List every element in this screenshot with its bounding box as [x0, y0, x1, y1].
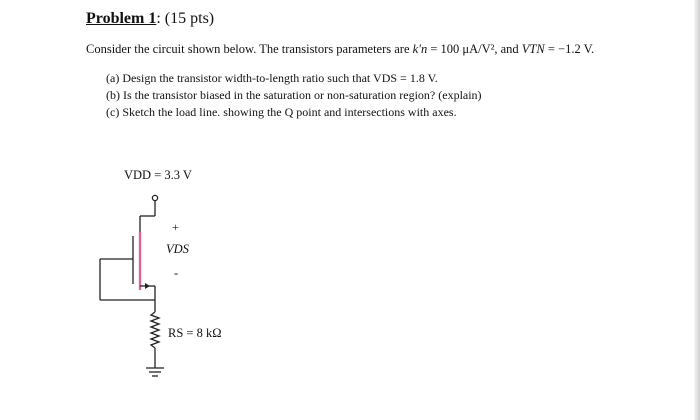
vds-minus-sign: -: [174, 266, 179, 280]
kn-symbol: k′n: [412, 42, 428, 56]
part-a: (a) Design the transistor width-to-length ratio such that VDS = 1.8 V.: [106, 71, 438, 85]
intro-text: Consider the circuit shown below. The transistors parameters are: [86, 42, 413, 56]
rs-label: RS = 8 kΩ: [168, 326, 222, 340]
source-arrow: [145, 283, 150, 289]
resistor-rs: [151, 312, 159, 348]
part-c: (c) Sketch the load line. showing the Q point and intersections with axes.: [106, 105, 457, 119]
kn-value: = 100 μA/V², and: [427, 42, 522, 56]
vdd-terminal: [152, 195, 157, 200]
vtn-symbol: VTN: [521, 42, 545, 56]
window-scroll-edge: [694, 0, 700, 420]
vds-plus-sign: +: [172, 220, 179, 234]
vdd-label: VDD = 3.3 V: [124, 168, 192, 182]
vds-label: VDS: [166, 242, 189, 256]
part-b: (b) Is the transistor biased in the saturation or non-saturation region? (explain): [106, 88, 482, 102]
vtn-value: = −1.2 V.: [544, 42, 595, 56]
problem-points: : (15 pts): [156, 10, 215, 27]
problem-label: Problem 1: [86, 10, 157, 27]
